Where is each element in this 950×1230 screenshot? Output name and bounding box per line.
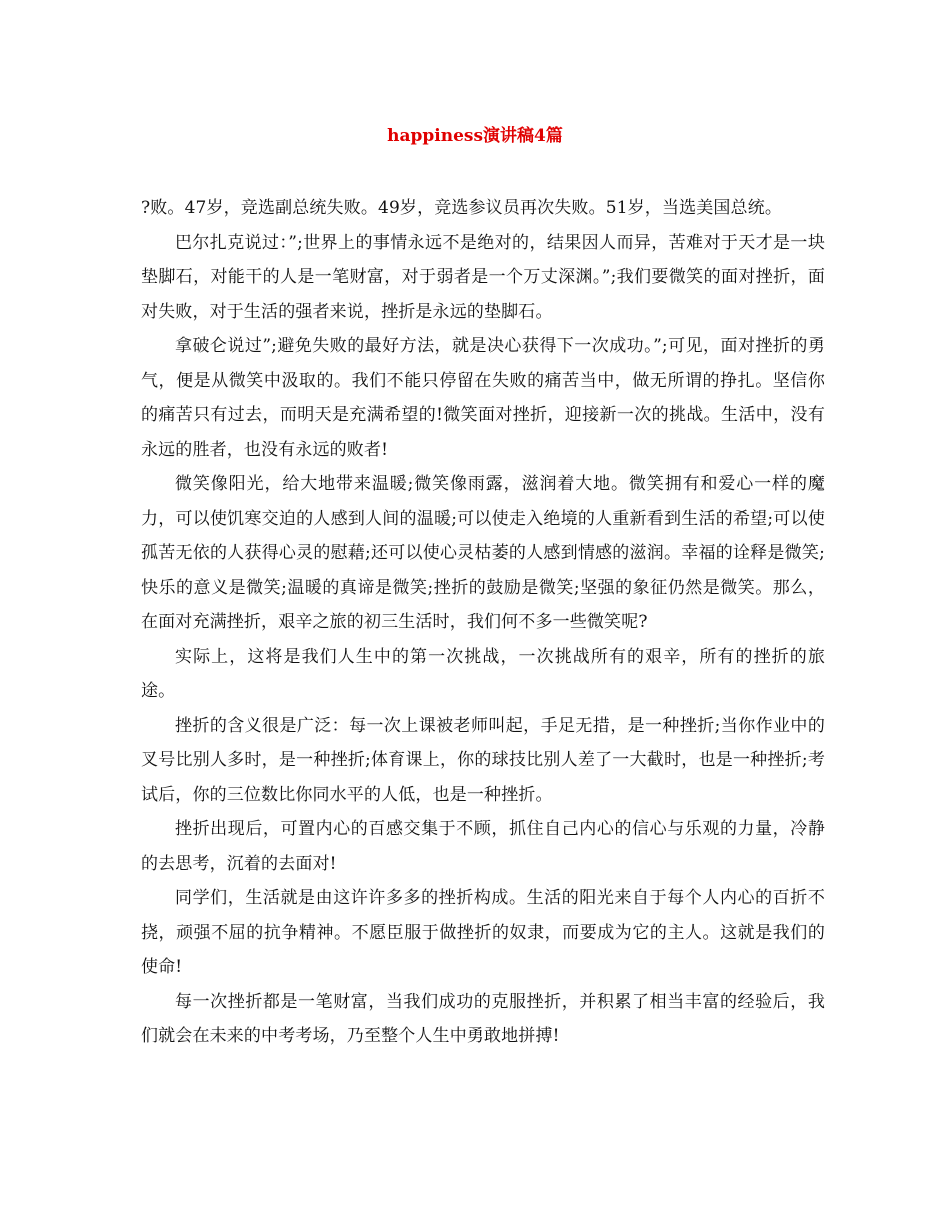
- document-title: happiness演讲稿4篇: [387, 126, 563, 146]
- paragraph-3: 拿破仑说过”;避免失败的最好方法，就是决心获得下一次成功。”;可见，面对挫折的勇气，便是从微笑中汲取的。我们不能只停留在失败的痛苦当中，做无所谓的挣扎。坚信你的痛苦只有过去，而明天是充满希望的!微笑面对挫折，迎接新一次的挑战。生活中，没有永远的胜者，也没有永远的败者!: [141, 336, 825, 460]
- paragraph-1: ?败。47岁，竞选副总统失败。49岁，竞选参议员再次失败。51岁，当选美国总统。: [141, 198, 783, 218]
- paragraph-8: 同学们，生活就是由这许许多多的挫折构成。生活的阳光来自于每个人内心的百折不挠，顽强不屈的抗争精神。不愿臣服于做挫折的奴隶，而要成为它的主人。这就是我们的使命!: [141, 888, 825, 977]
- document-body: [141, 191, 825, 1054]
- paragraph-4: 微笑像阳光，给大地带来温暖;微笑像雨露，滋润着大地。微笑拥有和爱心一样的魔力，可以使饥寒交迫的人感到人间的温暖;可以使走入绝境的人重新看到生活的希望;可以使孤苦无依的人获得心灵的慰藉;还可以使心灵枯萎的人感到情感的滋润。幸福的诠释是微笑;快乐的意义是微笑;温暖的真谛是微笑;挫折的鼓励是微笑;坚强的象征仍然是微笑。那么，在面对充满挫折，艰辛之旅的初三生活时，我们何不多一些微笑呢?: [141, 474, 825, 632]
- paragraph-7: 挫折出现后，可置内心的百感交集于不顾，抓住自己内心的信心与乐观的力量，冷静的去思考，沉着的去面对!: [141, 819, 825, 874]
- paragraph-6: 挫折的含义很是广泛：每一次上课被老师叫起，手足无措，是一种挫折;当你作业中的叉号比别人多时，是一种挫折;体育课上，你的球技比别人差了一大截时，也是一种挫折;考试后，你的三位数比你同水平的人低，也是一种挫折。: [141, 715, 825, 805]
- paragraph-2: 巴尔扎克说过：”;世界上的事情永远不是绝对的，结果因人而异，苦难对于天才是一块垫脚石，对能干的人是一笔财富，对于弱者是一个万丈深渊。”;我们要微笑的面对挫折，面对失败，对于生活的强者来说，挫折是永远的垫脚石。: [141, 232, 825, 322]
- paragraph-9: 每一次挫折都是一笔财富，当我们成功的克服挫折，并积累了相当丰富的经验后，我们就会在未来的中考考场，乃至整个人生中勇敢地拼搏!: [141, 991, 825, 1046]
- paragraph-5: 实际上，这将是我们人生中的第一次挑战，一次挑战所有的艰辛，所有的挫折的旅途。: [141, 646, 825, 701]
